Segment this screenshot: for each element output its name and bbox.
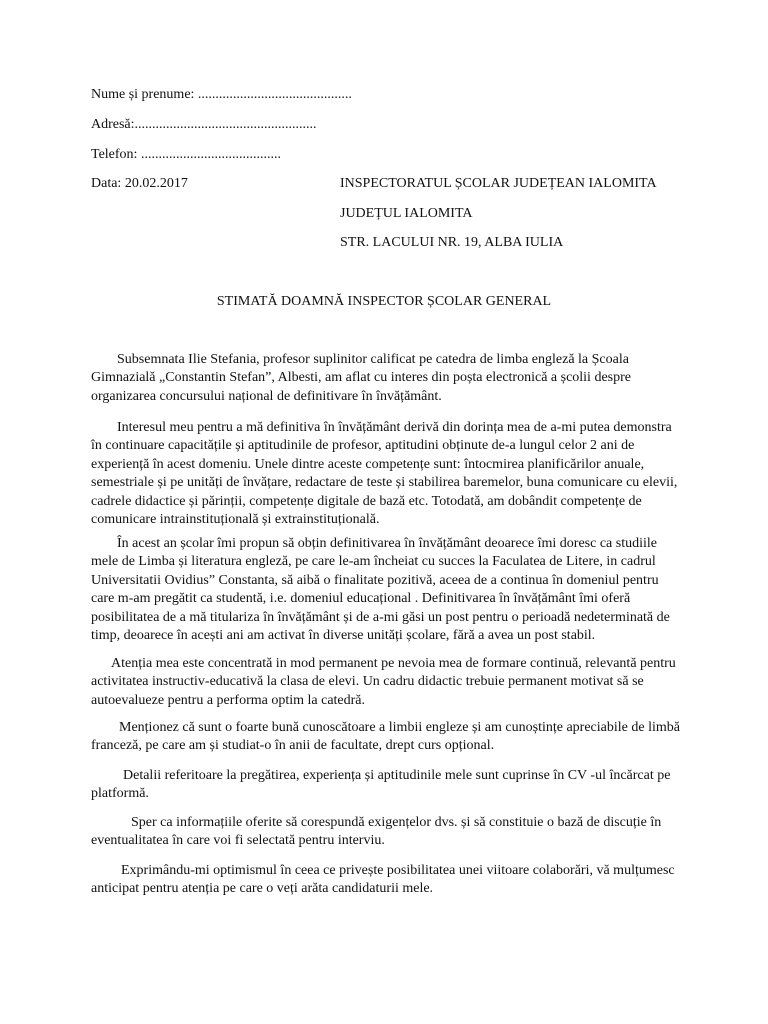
name-field: Nume și prenume: ............................................ (91, 87, 352, 102)
paragraph-1: Subsemnata Ilie Stefania, profesor suplinitor calificat pe catedra de limba engleză la Școala Gimnazială „Constantin Stefan”, Albesti, am aflat cu interes din poșta electronică a școlii despre organizarea concursului național de definitivare în învățământ. (91, 352, 631, 404)
phone-field: Telefon: ........................................ (91, 147, 281, 162)
paragraph-2: Interesul meu pentru a mă definitiva în învățământ derivă din dorința mea de a-mi putea demonstra în continuare capacitățile și aptitudinile de profesor, aptitudini obținute de-a lungul celor 2 ani de experiență în acest domeniu. Unele dintre aceste competențe sunt: întocmirea planificărilor anuale, semestriale și pe unități de învățare, redactare de teste și stabilirea baremelor, buna comunicare cu elevii, cadrele didactice și părinții, competențe digitale de bază etc. Totodată, am dobândit competențe de comunicare intrainstituțională și extrainstituțională. (91, 420, 678, 528)
recipient-line-3: STR. LACULUI NR. 19, ALBA IULIA (340, 235, 564, 250)
recipient-line-1: INSPECTORATUL ȘCOLAR JUDEȚEAN IALOMITA (340, 176, 657, 191)
address-field: Adresă:.................................................... (91, 117, 317, 132)
date-field: Data: 20.02.2017 (91, 176, 188, 191)
recipient-line-2: JUDEȚUL IALOMITA (340, 206, 473, 221)
paragraph-3: În acest an școlar îmi propun să obțin definitivarea în învățământ deoarece îmi doresc ca studiile mele de Limba și literatura engleză, pe care le-am încheiat cu succes la Faculatea de Litere, in cadrul Universitatii Ovidius” Constanta, să aibă o finalitate pozitivă, aceea de a continua în domeniul pentru care m-am pregătit ca studentă, i.e. domeniul educațional . Definitivarea în învățământ îmi oferă posibilitatea de a mă titulariza în învățământ și de a-mi găsi un post pentru o perioadă nedeterminată de timp, deoarece în acești ani am activat în diverse unități școlare, fără a avea un post stabil. (91, 536, 670, 644)
salutation: STIMATĂ DOAMNĂ INSPECTOR ȘCOLAR GENERAL (216, 294, 552, 309)
paragraph-7: Sper ca informațiile oferite să corespundă exigențelor dvs. și să constituie o bază de discuție în eventualitatea în care voi fi selectată pentru interviu. (91, 815, 662, 849)
paragraph-4: Atenția mea este concentrată in mod permanent pe nevoia mea de formare continuă, relevantă pentru activitatea instructiv-educativă la clasa de elevi. Un cadru didactic trebuie permanent motivat să se autoevalueze pentru a performa optim la catedră. (91, 656, 676, 708)
paragraph-5: Menționez că sunt o foarte bună cunoscătoare a limbii engleze și am cunoștințe apreciabile de limbă franceză, pe care am și studiat-o în anii de facultate, drept curs opțional. (91, 720, 680, 754)
paragraph-6: Detalii referitoare la pregătirea, experiența și aptitudinile mele sunt cuprinse în CV -ul încărcat pe platformă. (91, 768, 671, 802)
paragraph-8: Exprimându-mi optimismul în ceea ce privește posibilitatea unei viitoare colaborări, vă mulțumesc anticipat pentru atenția pe care o veți arăta candidaturii mele. (91, 863, 675, 897)
